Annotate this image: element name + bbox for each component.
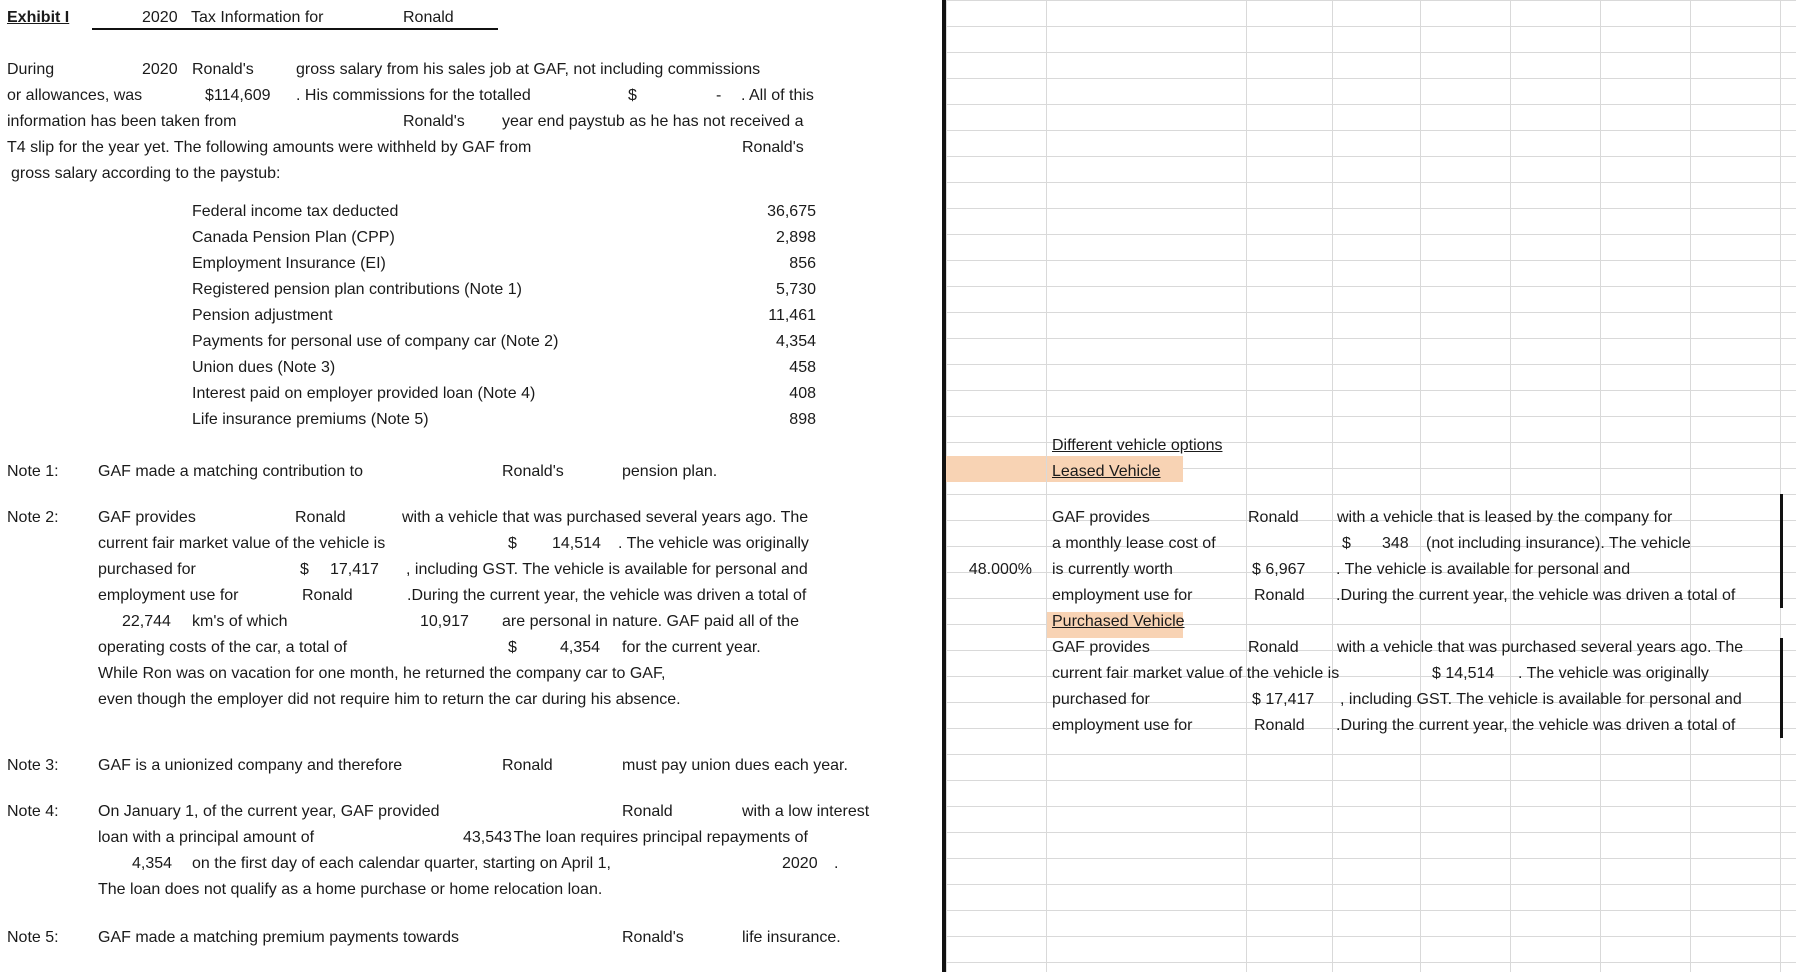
note5-label: Note 5: xyxy=(7,929,59,946)
options-heading: Different vehicle options xyxy=(1052,437,1223,454)
note5-text2: life insurance. xyxy=(742,929,841,946)
note2-label: Note 2: xyxy=(7,509,59,526)
exhibit-name: Ronald xyxy=(403,9,454,26)
note4-l1b: Ronald xyxy=(622,803,673,820)
intro-dollar: $ xyxy=(628,87,637,104)
withholding-value: 408 xyxy=(789,385,816,402)
purchased-l3a: purchased for xyxy=(1052,691,1150,708)
purchased-l2c: . The vehicle was originally xyxy=(1518,665,1709,682)
intro-text6: year end paystub as he has not received a xyxy=(502,113,804,130)
intro-text8: gross salary according to the paystub: xyxy=(11,165,281,182)
note2-l6d: for the current year. xyxy=(622,639,761,656)
leased-l4b: Ronald xyxy=(1254,587,1305,604)
cell-border xyxy=(1780,494,1783,608)
withholding-label: Employment Insurance (EI) xyxy=(192,255,386,272)
note2-l1b: Ronald xyxy=(295,509,346,526)
withholding-label: Federal income tax deducted xyxy=(192,203,399,220)
leased-l4a: employment use for xyxy=(1052,587,1193,604)
exhibit-title: Tax Information for xyxy=(191,9,324,26)
leased-l2c: 348 xyxy=(1382,535,1409,552)
note2-l3d: , including GST. The vehicle is available for personal and xyxy=(406,561,808,578)
purchased-l1c: with a vehicle that was purchased several years ago. The xyxy=(1337,639,1744,656)
note4-l2c: . The loan requires principal repayments of xyxy=(505,829,808,846)
note4-l2a: loan with a principal amount of xyxy=(98,829,315,846)
leased-l3c: . The vehicle is available for personal and xyxy=(1336,561,1631,578)
note2-l2a: current fair market value of the vehicle is xyxy=(98,535,386,552)
exhibit-year: 2020 xyxy=(142,9,178,26)
note5-text1: GAF made a matching premium payments towards xyxy=(98,929,460,946)
withholding-value: 898 xyxy=(789,411,816,428)
purchased-l2b: $ 14,514 xyxy=(1432,665,1495,682)
note2-l6a: operating costs of the car, a total of xyxy=(98,639,348,656)
leased-l2a: a monthly lease cost of xyxy=(1052,535,1216,552)
note1-text1: GAF made a matching contribution to xyxy=(98,463,364,480)
note2-l2c: 14,514 xyxy=(552,535,601,552)
purchased-l3b: $ 17,417 xyxy=(1252,691,1315,708)
withholding-label: Registered pension plan contributions (Note 1) xyxy=(192,281,522,298)
note3-label: Note 3: xyxy=(7,757,59,774)
intro-name3: Ronald's xyxy=(742,139,804,156)
spreadsheet-grid[interactable] xyxy=(946,0,1796,972)
note2-l3c: 17,417 xyxy=(330,561,379,578)
purchased-l1b: Ronald xyxy=(1248,639,1299,656)
withholding-label: Interest paid on employer provided loan (Note 4) xyxy=(192,385,536,402)
grid-column-line xyxy=(1246,0,1247,972)
purchased-l3c: , including GST. The vehicle is available for personal and xyxy=(1340,691,1742,708)
leased-l1c: with a vehicle that is leased by the company for xyxy=(1337,509,1673,526)
leased-l2d: (not including insurance). The vehicle xyxy=(1426,535,1691,552)
withholding-label: Canada Pension Plan (CPP) xyxy=(192,229,395,246)
leased-l1b: Ronald xyxy=(1248,509,1299,526)
note4-l3b: on the first day of each calendar quarter, starting on April 1, xyxy=(192,855,611,872)
note2-l7: While Ron was on vacation for one month, he returned the company car to GAF, xyxy=(98,665,666,682)
note4-l1a: On January 1, of the current year, GAF provided xyxy=(98,803,440,820)
withholding-value: 5,730 xyxy=(775,281,816,298)
withholding-value: 36,675 xyxy=(767,203,816,220)
note4-l2b: 43,543 xyxy=(463,829,512,846)
note4-l1c: with a low interest xyxy=(742,803,870,820)
purchased-vehicle-label[interactable]: Purchased Vehicle xyxy=(1052,613,1185,630)
leased-l1a: GAF provides xyxy=(1052,509,1150,526)
intro-text5: information has been taken from xyxy=(7,113,237,130)
purchased-l2a: current fair market value of the vehicle is xyxy=(1052,665,1340,682)
note2-l3a: purchased for xyxy=(98,561,196,578)
grid-column-line xyxy=(1046,0,1047,972)
exhibit-label: Exhibit I xyxy=(7,9,70,26)
note4-l4: The loan does not qualify as a home purchase or home relocation loan. xyxy=(98,881,603,898)
withholding-label: Pension adjustment xyxy=(192,307,333,324)
intro-text4: . All of this xyxy=(741,87,814,104)
note2-l5b: km's of which xyxy=(192,613,288,630)
note1-name: Ronald's xyxy=(502,463,564,480)
note2-l2d: . The vehicle was originally xyxy=(618,535,809,552)
note2-l1c: with a vehicle that was purchased several years ago. The xyxy=(402,509,809,526)
note4-l3a: 4,354 xyxy=(132,855,173,872)
purchased-l4a: employment use for xyxy=(1052,717,1193,734)
grid-column-line xyxy=(1332,0,1333,972)
cell-border xyxy=(1780,638,1783,738)
note2-l4a: employment use for xyxy=(98,587,239,604)
leased-l4c: .During the current year, the vehicle was driven a total of xyxy=(1336,587,1736,604)
note5-name: Ronald's xyxy=(622,929,684,946)
withholding-value: 458 xyxy=(789,359,816,376)
grid-column-line xyxy=(1690,0,1691,972)
intro-text7: T4 slip for the year yet. The following amounts were withheld by GAF from xyxy=(7,139,532,156)
title-underline xyxy=(92,28,498,30)
note4-l3d: . xyxy=(834,855,839,872)
intro-salary: $114,609 xyxy=(205,87,271,104)
note4-l3c: 2020 xyxy=(782,855,818,872)
note2-l5a: 22,744 xyxy=(122,613,171,630)
note3-text1: GAF is a unionized company and therefore xyxy=(98,757,403,774)
leased-l3b: $ 6,967 xyxy=(1252,561,1306,578)
note2-l8: even though the employer did not require him to return the car during his absence. xyxy=(98,691,681,708)
note2-l4c: .During the current year, the vehicle was driven a total of xyxy=(407,587,807,604)
withholding-label: Life insurance premiums (Note 5) xyxy=(192,411,429,428)
note2-l6c: 4,354 xyxy=(560,639,601,656)
note3-text2: must pay union dues each year. xyxy=(622,757,848,774)
leased-l3a: is currently worth xyxy=(1052,561,1173,578)
note2-l1a: GAF provides xyxy=(98,509,196,526)
withholding-label: Union dues (Note 3) xyxy=(192,359,336,376)
intro-name2: Ronald's xyxy=(403,113,465,130)
note1-label: Note 1: xyxy=(7,463,59,480)
leased-l2b: $ xyxy=(1342,535,1351,552)
purchased-l1a: GAF provides xyxy=(1052,639,1150,656)
withholding-value: 856 xyxy=(789,255,816,272)
percent-cell[interactable]: 48.000% xyxy=(968,561,1032,578)
note2-l4b: Ronald xyxy=(302,587,353,604)
withholding-label: Payments for personal use of company car (Note 2) xyxy=(192,333,559,350)
grid-column-line xyxy=(1780,0,1781,972)
note2-l6b: $ xyxy=(508,639,517,656)
grid-column-line xyxy=(1600,0,1601,972)
note2-l5c: 10,917 xyxy=(420,613,469,630)
purchased-l4b: Ronald xyxy=(1254,717,1305,734)
intro-dash: - xyxy=(716,87,722,104)
withholding-value: 4,354 xyxy=(775,333,816,350)
note2-l2b: $ xyxy=(508,535,517,552)
note2-l5d: are personal in nature. GAF paid all of the xyxy=(502,613,800,630)
intro-text1: gross salary from his sales job at GAF, not including commissions xyxy=(296,61,761,78)
intro-text2: or allowances, was xyxy=(7,87,143,104)
intro-during: During xyxy=(7,61,55,78)
leased-vehicle-label[interactable]: Leased Vehicle xyxy=(1052,463,1161,480)
purchased-l4c: .During the current year, the vehicle was driven a total of xyxy=(1336,717,1736,734)
note1-text2: pension plan. xyxy=(622,463,718,480)
intro-year: 2020 xyxy=(142,61,178,78)
note3-name: Ronald xyxy=(502,757,553,774)
highlight-cell xyxy=(946,456,1046,482)
note2-l3b: $ xyxy=(300,561,309,578)
withholding-value: 2,898 xyxy=(775,229,816,246)
intro-name: Ronald's xyxy=(192,61,254,78)
grid-column-line xyxy=(1510,0,1511,972)
grid-column-line xyxy=(1420,0,1421,972)
withholding-value: 11,461 xyxy=(768,307,816,324)
intro-text3: . His commissions for the totalled xyxy=(296,87,531,104)
note4-label: Note 4: xyxy=(7,803,59,820)
